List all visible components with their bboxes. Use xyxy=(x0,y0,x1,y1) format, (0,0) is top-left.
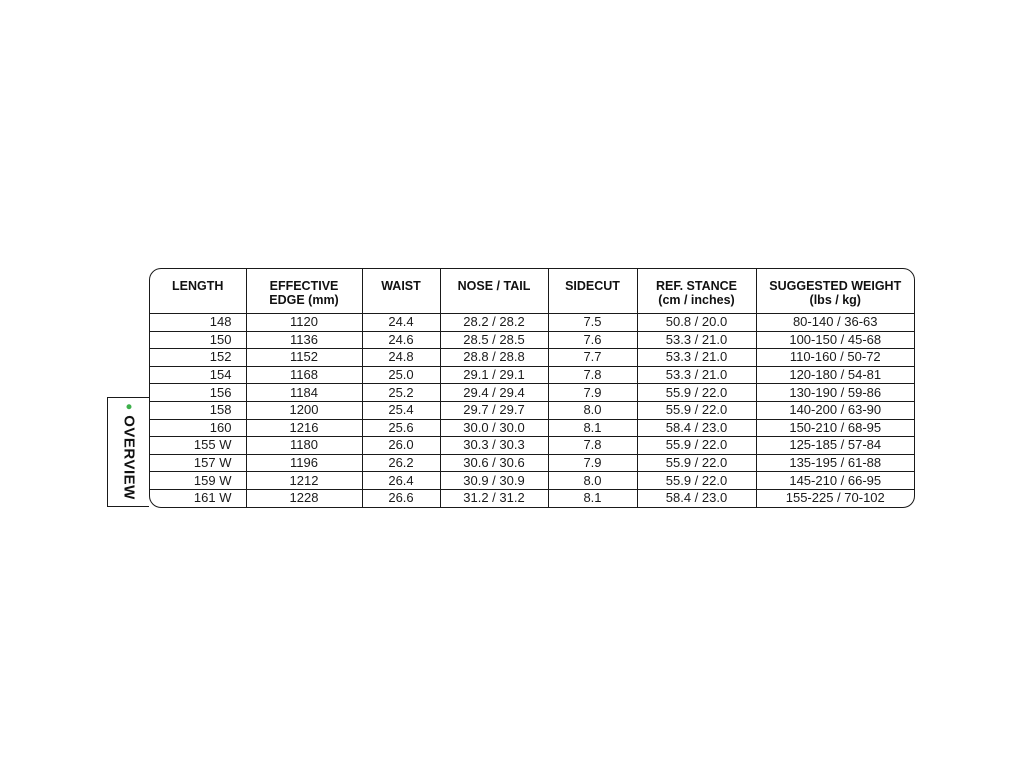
column-header-sidecut: SIDECUT xyxy=(548,269,637,314)
cell-effective-edge: 1184 xyxy=(246,384,362,402)
cell-ref-stance: 55.9 / 22.0 xyxy=(637,472,756,490)
cell-suggested-weight: 140-200 / 63-90 xyxy=(756,401,914,419)
cell-waist: 24.8 xyxy=(362,349,440,367)
cell-sidecut: 8.0 xyxy=(548,472,637,490)
table-row xyxy=(150,349,914,367)
cell-length: 156 xyxy=(150,384,246,402)
cell-waist: 26.4 xyxy=(362,472,440,490)
cell-effective-edge: 1120 xyxy=(246,314,362,332)
cell-suggested-weight: 130-190 / 59-86 xyxy=(756,384,914,402)
cell-length: 160 xyxy=(150,419,246,437)
cell-effective-edge: 1180 xyxy=(246,437,362,455)
cell-length: 161 W xyxy=(150,489,246,507)
cell-effective-edge: 1216 xyxy=(246,419,362,437)
cell-waist: 26.6 xyxy=(362,489,440,507)
cell-length: 154 xyxy=(150,366,246,384)
cell-suggested-weight: 145-210 / 66-95 xyxy=(756,472,914,490)
cell-nose-tail: 30.6 / 30.6 xyxy=(440,454,548,472)
table-header-row xyxy=(150,269,914,314)
column-header-ref-stance: REF. STANCE (cm / inches) xyxy=(637,269,756,314)
cell-nose-tail: 29.1 / 29.1 xyxy=(440,366,548,384)
cell-ref-stance: 53.3 / 21.0 xyxy=(637,331,756,349)
cell-nose-tail: 29.7 / 29.7 xyxy=(440,401,548,419)
column-header-length: LENGTH xyxy=(150,269,246,314)
cell-suggested-weight: 120-180 / 54-81 xyxy=(756,366,914,384)
cell-waist: 24.6 xyxy=(362,331,440,349)
cell-waist: 25.4 xyxy=(362,401,440,419)
table-body xyxy=(150,314,914,508)
table-row xyxy=(150,401,914,419)
cell-effective-edge: 1228 xyxy=(246,489,362,507)
table-row xyxy=(150,472,914,490)
cell-suggested-weight: 80-140 / 36-63 xyxy=(756,314,914,332)
cell-sidecut: 7.9 xyxy=(548,384,637,402)
cell-sidecut: 7.5 xyxy=(548,314,637,332)
cell-sidecut: 7.6 xyxy=(548,331,637,349)
cell-length: 152 xyxy=(150,349,246,367)
table-row xyxy=(150,489,914,507)
cell-sidecut: 8.0 xyxy=(548,401,637,419)
spec-table xyxy=(150,269,914,507)
cell-length: 157 W xyxy=(150,454,246,472)
cell-nose-tail: 28.5 / 28.5 xyxy=(440,331,548,349)
cell-effective-edge: 1168 xyxy=(246,366,362,384)
table-row xyxy=(150,331,914,349)
table-row xyxy=(150,314,914,332)
table-row xyxy=(150,366,914,384)
cell-sidecut: 7.8 xyxy=(548,366,637,384)
table-row xyxy=(150,384,914,402)
column-header-waist: WAIST xyxy=(362,269,440,314)
cell-nose-tail: 28.2 / 28.2 xyxy=(440,314,548,332)
cell-nose-tail: 29.4 / 29.4 xyxy=(440,384,548,402)
cell-effective-edge: 1212 xyxy=(246,472,362,490)
cell-ref-stance: 55.9 / 22.0 xyxy=(637,454,756,472)
table-row xyxy=(150,437,914,455)
column-header-nose-tail: NOSE / TAIL xyxy=(440,269,548,314)
cell-length: 159 W xyxy=(150,472,246,490)
cell-sidecut: 8.1 xyxy=(548,419,637,437)
cell-ref-stance: 53.3 / 21.0 xyxy=(637,366,756,384)
cell-sidecut: 7.8 xyxy=(548,437,637,455)
cell-suggested-weight: 155-225 / 70-102 xyxy=(785,490,885,506)
cell-ref-stance: 50.8 / 20.0 xyxy=(637,314,756,332)
cell-waist: 25.0 xyxy=(362,366,440,384)
cell-suggested-weight: 125-185 / 57-84 xyxy=(756,437,914,455)
cell-ref-stance: 53.3 / 21.0 xyxy=(637,349,756,367)
side-tab-label: OVERVIEW xyxy=(120,415,137,500)
column-header-suggested-weight: SUGGESTED WEIGHT (lbs / kg) xyxy=(756,269,914,314)
cell-nose-tail: 30.3 / 30.3 xyxy=(440,437,548,455)
cell-suggested-weight: 100-150 / 45-68 xyxy=(756,331,914,349)
cell-ref-stance: 55.9 / 22.0 xyxy=(637,437,756,455)
table-row xyxy=(150,419,914,437)
cell-sidecut: 7.9 xyxy=(548,454,637,472)
cell-length: 150 xyxy=(150,331,246,349)
cell-length: 158 xyxy=(150,401,246,419)
cell-nose-tail: 28.8 / 28.8 xyxy=(440,349,548,367)
cell-effective-edge: 1136 xyxy=(246,331,362,349)
cell-sidecut: 7.7 xyxy=(548,349,637,367)
cell-effective-edge: 1196 xyxy=(246,454,362,472)
cell-waist: 26.2 xyxy=(362,454,440,472)
column-header-effective-edge: EFFECTIVE EDGE (mm) xyxy=(246,269,362,314)
cell-nose-tail: 30.9 / 30.9 xyxy=(440,472,548,490)
cell-effective-edge: 1152 xyxy=(246,349,362,367)
cell-nose-tail: 30.0 / 30.0 xyxy=(440,419,548,437)
cell-ref-stance: 55.9 / 22.0 xyxy=(637,401,756,419)
cell-ref-stance: 58.4 / 23.0 xyxy=(637,419,756,437)
cell-waist: 24.4 xyxy=(362,314,440,332)
table-row xyxy=(150,454,914,472)
cell-suggested-weight: 110-160 / 50-72 xyxy=(756,349,914,367)
cell-suggested-weight: 135-195 / 61-88 xyxy=(756,454,914,472)
cell-effective-edge: 1200 xyxy=(246,401,362,419)
cell-sidecut: 8.1 xyxy=(548,489,637,507)
cell-length: 155 W xyxy=(150,437,246,455)
spec-table-container xyxy=(149,268,915,508)
cell-waist: 25.6 xyxy=(362,419,440,437)
cell-ref-stance: 55.9 / 22.0 xyxy=(637,384,756,402)
cell-length: 148 xyxy=(150,314,246,332)
cell-waist: 25.2 xyxy=(362,384,440,402)
accent-dot-icon xyxy=(126,404,131,409)
side-tab-overview[interactable] xyxy=(107,397,149,507)
cell-suggested-weight: 150-210 / 68-95 xyxy=(756,419,914,437)
cell-ref-stance: 58.4 / 23.0 xyxy=(637,489,756,507)
cell-nose-tail: 31.2 / 31.2 xyxy=(440,489,548,507)
cell-waist: 26.0 xyxy=(362,437,440,455)
